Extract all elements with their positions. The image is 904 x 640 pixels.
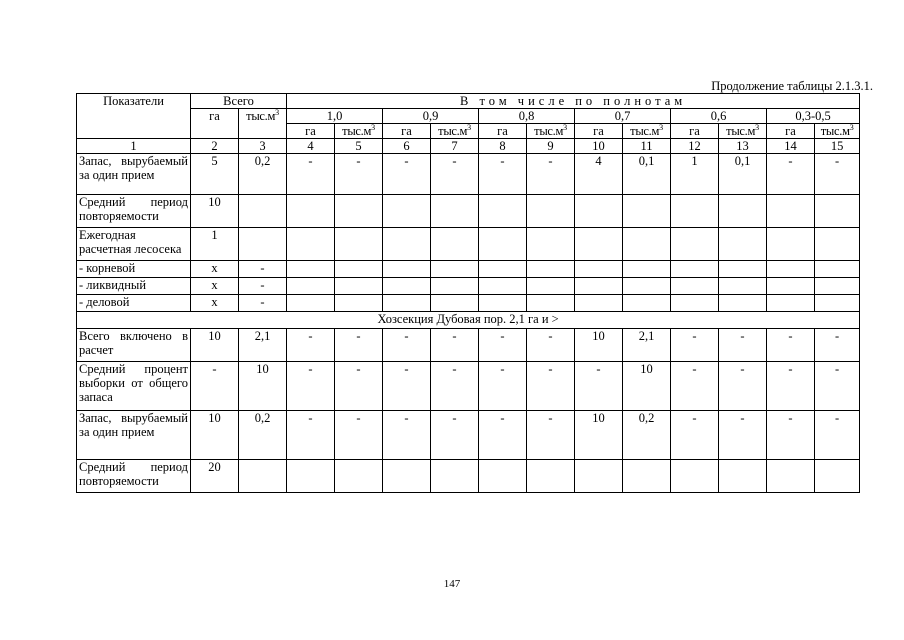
table-cell: 5 (191, 154, 239, 195)
table-cell (287, 278, 335, 295)
group-header: 0,6 (671, 109, 767, 124)
group-header: 0,8 (479, 109, 575, 124)
table-cell: - (527, 362, 575, 411)
table-cell (575, 278, 623, 295)
table-cell (815, 460, 860, 493)
column-number: 1 (77, 139, 191, 154)
table-cell (575, 295, 623, 312)
column-number: 12 (671, 139, 719, 154)
row-label: Запас, вырубаемый за один прием (77, 411, 191, 460)
table-cell (479, 278, 527, 295)
table-cell: - (671, 329, 719, 362)
header-total-ths: $тыс.м^3$ (239, 109, 287, 139)
row-label: Запас, вырубаемый за один прием (77, 154, 191, 195)
table-cell (815, 261, 860, 278)
row-label: Средний период повторяемости (77, 460, 191, 493)
row-label: - деловой (77, 295, 191, 312)
table-cell (479, 295, 527, 312)
table-cell: 10 (191, 411, 239, 460)
table-cell: - (479, 362, 527, 411)
unit-ths: $тыс.м^3$ (335, 124, 383, 139)
table-row (77, 261, 860, 278)
table-cell: - (527, 411, 575, 460)
table-cell (479, 460, 527, 493)
table-cell (719, 278, 767, 295)
table-cell (527, 195, 575, 228)
table-cell: - (383, 362, 431, 411)
table-cell (383, 460, 431, 493)
column-number: 15 (815, 139, 860, 154)
header-indicators: Показатели (77, 94, 191, 139)
table-cell (671, 228, 719, 261)
table-cell (431, 228, 479, 261)
table-cell: - (815, 154, 860, 195)
table-cell: - (335, 362, 383, 411)
unit-ths: $тыс.м^3$ (719, 124, 767, 139)
table-cell: - (335, 411, 383, 460)
table-cell: 2,1 (623, 329, 671, 362)
table-cell (383, 261, 431, 278)
table-cell (671, 261, 719, 278)
table-cell (767, 278, 815, 295)
column-number: 5 (335, 139, 383, 154)
table-cell (287, 228, 335, 261)
table-cell (479, 228, 527, 261)
table-cell (575, 261, 623, 278)
table-caption: Продолжение таблицы 2.1.3.1. (711, 79, 873, 93)
table-cell: - (287, 329, 335, 362)
table-cell (287, 295, 335, 312)
table-cell (239, 195, 287, 228)
table-row (77, 295, 860, 312)
table-cell (527, 228, 575, 261)
table-cell: 0,1 (623, 154, 671, 195)
table-cell (623, 261, 671, 278)
table-cell: - (815, 411, 860, 460)
table-cell (767, 228, 815, 261)
header-including: В том числе по полнотам (287, 94, 860, 109)
row-label: Средний процент выборки от общего запаса (77, 362, 191, 411)
table-cell: 10 (575, 411, 623, 460)
table-cell (671, 460, 719, 493)
table-cell: 20 (191, 460, 239, 493)
table-cell (383, 295, 431, 312)
table-cell (479, 195, 527, 228)
unit-ths: $тыс.м^3$ (431, 124, 479, 139)
table-cell (479, 261, 527, 278)
group-header: 0,3-0,5 (767, 109, 860, 124)
table-cell: - (767, 154, 815, 195)
table-cell (239, 228, 287, 261)
group-header: 0,7 (575, 109, 671, 124)
table-cell: - (527, 329, 575, 362)
table-cell: - (719, 329, 767, 362)
table-cell (767, 195, 815, 228)
unit-ha: га (479, 124, 527, 139)
table-cell (335, 295, 383, 312)
table-row (77, 362, 860, 411)
table-cell (719, 228, 767, 261)
table-cell: - (191, 362, 239, 411)
table-cell: х (191, 295, 239, 312)
table-cell: - (383, 154, 431, 195)
table-row (77, 195, 860, 228)
table-cell (431, 195, 479, 228)
table-cell (287, 261, 335, 278)
table-cell (623, 195, 671, 228)
table-cell (527, 460, 575, 493)
table-cell (719, 261, 767, 278)
column-number: 7 (431, 139, 479, 154)
table-cell (335, 460, 383, 493)
row-label: - ликвидный (77, 278, 191, 295)
table-cell: 10 (191, 195, 239, 228)
table-cell: - (767, 362, 815, 411)
table-cell: - (479, 154, 527, 195)
column-number: 11 (623, 139, 671, 154)
group-header: 1,0 (287, 109, 383, 124)
table-cell: 10 (239, 362, 287, 411)
table-row (77, 154, 860, 195)
header-total-ha: га (191, 109, 239, 139)
table-cell (431, 295, 479, 312)
forest-table (76, 93, 860, 493)
table-cell (383, 228, 431, 261)
table-cell (623, 460, 671, 493)
table-cell (335, 261, 383, 278)
table-cell: - (239, 295, 287, 312)
table-cell (527, 278, 575, 295)
table-cell (719, 195, 767, 228)
page-number: 147 (443, 578, 461, 590)
table-cell: - (431, 329, 479, 362)
column-number: 6 (383, 139, 431, 154)
table-cell: 0,2 (623, 411, 671, 460)
table-cell (671, 195, 719, 228)
table-cell: 10 (623, 362, 671, 411)
table-cell: 10 (191, 329, 239, 362)
table-cell: - (335, 154, 383, 195)
column-number: 10 (575, 139, 623, 154)
table-row (77, 460, 860, 493)
column-number: 2 (191, 139, 239, 154)
table-cell (335, 278, 383, 295)
unit-ha: га (671, 124, 719, 139)
table-row (77, 329, 860, 362)
table-cell: - (239, 278, 287, 295)
table-cell: - (767, 411, 815, 460)
table-cell (575, 228, 623, 261)
table-cell: - (479, 329, 527, 362)
table-cell: - (719, 362, 767, 411)
table-cell (287, 195, 335, 228)
unit-ha: га (575, 124, 623, 139)
table-cell: - (431, 411, 479, 460)
row-label: Ежегодная расчетная лесосека (77, 228, 191, 261)
table-cell: - (383, 329, 431, 362)
section-title: Хозсекция Дубовая пор. 2,1 га и > (77, 312, 860, 329)
table-cell: - (287, 411, 335, 460)
table-cell: 0,2 (239, 411, 287, 460)
table-cell (527, 261, 575, 278)
table-cell (767, 460, 815, 493)
table-cell: - (767, 329, 815, 362)
section-row (77, 312, 860, 329)
table-cell: - (431, 362, 479, 411)
unit-ha: га (383, 124, 431, 139)
row-label: - корневой (77, 261, 191, 278)
table-cell (239, 460, 287, 493)
table-cell: - (239, 261, 287, 278)
table-cell (719, 460, 767, 493)
column-number: 3 (239, 139, 287, 154)
unit-ha: га (767, 124, 815, 139)
table-cell: - (383, 411, 431, 460)
table-cell (623, 278, 671, 295)
table-cell: - (575, 362, 623, 411)
table-cell (287, 460, 335, 493)
unit-ths: $тыс.м^3$ (815, 124, 860, 139)
column-number: 4 (287, 139, 335, 154)
group-header: 0,9 (383, 109, 479, 124)
table-cell: - (287, 154, 335, 195)
table-cell: х (191, 278, 239, 295)
column-number-row (77, 139, 860, 154)
table-cell (623, 228, 671, 261)
table-cell (575, 195, 623, 228)
column-number: 9 (527, 139, 575, 154)
table-cell (527, 295, 575, 312)
table-row (77, 278, 860, 295)
table-cell (431, 278, 479, 295)
table-cell (671, 278, 719, 295)
table-cell (767, 295, 815, 312)
table-row (77, 411, 860, 460)
table-cell (671, 295, 719, 312)
table-cell: - (287, 362, 335, 411)
table-cell: х (191, 261, 239, 278)
table-cell: - (671, 411, 719, 460)
table-cell (575, 460, 623, 493)
table-cell: 0,1 (719, 154, 767, 195)
table-cell (383, 195, 431, 228)
unit-ths: $тыс.м^3$ (527, 124, 575, 139)
table-cell (383, 278, 431, 295)
table-cell: 4 (575, 154, 623, 195)
table-cell (767, 261, 815, 278)
table-cell: - (671, 362, 719, 411)
row-label: Всего включено в расчет (77, 329, 191, 362)
table-cell (431, 261, 479, 278)
table-cell: - (431, 154, 479, 195)
table-cell (623, 295, 671, 312)
unit-ha: га (287, 124, 335, 139)
table-cell: 1 (191, 228, 239, 261)
column-number: 13 (719, 139, 767, 154)
table-cell (815, 195, 860, 228)
table-cell: 2,1 (239, 329, 287, 362)
table-cell (335, 228, 383, 261)
table-cell: - (815, 329, 860, 362)
table-cell: - (479, 411, 527, 460)
table-cell: - (527, 154, 575, 195)
table-cell (815, 278, 860, 295)
column-number: 8 (479, 139, 527, 154)
table-cell (335, 195, 383, 228)
header-total: Всего (191, 94, 287, 109)
table-cell: 1 (671, 154, 719, 195)
table-cell (815, 228, 860, 261)
table-cell (431, 460, 479, 493)
table-cell: - (719, 411, 767, 460)
table-cell (815, 295, 860, 312)
table-cell: - (335, 329, 383, 362)
table-cell (719, 295, 767, 312)
table-cell: 0,2 (239, 154, 287, 195)
table-cell: 10 (575, 329, 623, 362)
table-cell: - (815, 362, 860, 411)
row-label: Средний период повторяемости (77, 195, 191, 228)
table-row (77, 228, 860, 261)
unit-ths: $тыс.м^3$ (623, 124, 671, 139)
column-number: 14 (767, 139, 815, 154)
